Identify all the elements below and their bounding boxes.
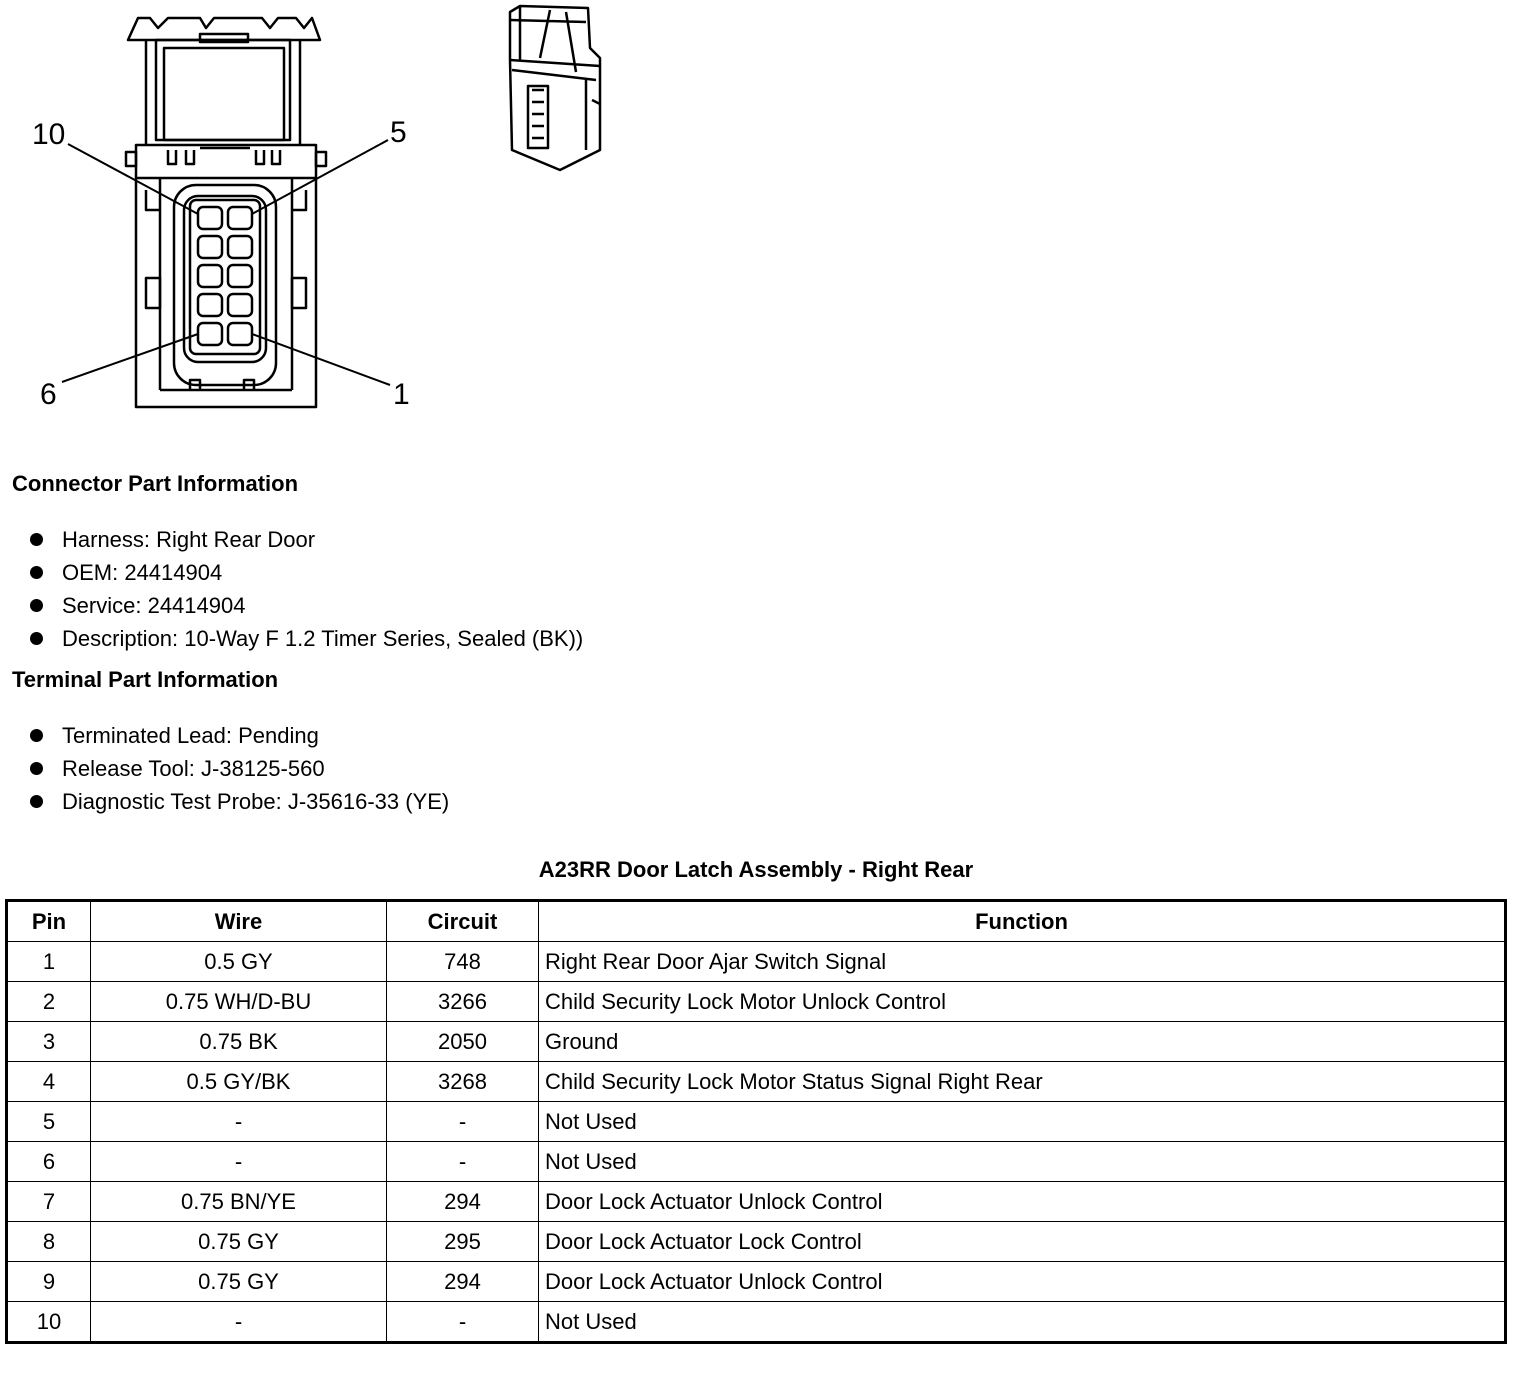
list-item: Diagnostic Test Probe: J-35616-33 (YE) xyxy=(28,785,449,818)
function-cell: Door Lock Actuator Unlock Control xyxy=(539,1182,1506,1222)
wire-cell: 0.75 WH/D-BU xyxy=(91,982,387,1022)
pin-label-6: 6 xyxy=(40,378,57,411)
wire-cell: 0.75 BK xyxy=(91,1022,387,1062)
table-row xyxy=(7,1302,1506,1343)
connector-info-list xyxy=(28,523,583,655)
table-header-row xyxy=(7,901,1506,942)
connector-info-heading: Connector Part Information xyxy=(12,471,299,496)
function-cell: Door Lock Actuator Lock Control xyxy=(539,1222,1506,1262)
pin-cell: 6 xyxy=(7,1142,91,1182)
list-item: Service: 24414904 xyxy=(28,589,583,622)
pin-cell: 5 xyxy=(7,1102,91,1142)
list-item: Description: 10-Way F 1.2 Timer Series, Sealed (BK)) xyxy=(28,622,583,655)
connector-diagram xyxy=(0,0,640,440)
terminal-info-heading: Terminal Part Information xyxy=(12,667,279,692)
header-circuit: Circuit xyxy=(387,901,539,942)
circuit-cell: 3266 xyxy=(387,982,539,1022)
circuit-cell: - xyxy=(387,1102,539,1142)
table-title: A23RR Door Latch Assembly - Right Rear xyxy=(538,857,974,882)
pin-cell: 1 xyxy=(7,942,91,982)
function-cell: Not Used xyxy=(539,1142,1506,1182)
table-row xyxy=(7,982,1506,1022)
wire-cell: - xyxy=(91,1102,387,1142)
table-row xyxy=(7,1022,1506,1062)
circuit-cell: 294 xyxy=(387,1262,539,1302)
table-row xyxy=(7,1142,1506,1182)
circuit-cell: 748 xyxy=(387,942,539,982)
table-row xyxy=(7,1062,1506,1102)
wire-cell: 0.75 GY xyxy=(91,1262,387,1302)
header-function: Function xyxy=(539,901,1506,942)
pin-cell: 10 xyxy=(7,1302,91,1343)
circuit-cell: - xyxy=(387,1302,539,1343)
pin-cell: 8 xyxy=(7,1222,91,1262)
terminal-info-list xyxy=(28,719,449,818)
header-wire: Wire xyxy=(91,901,387,942)
wire-cell: - xyxy=(91,1142,387,1182)
header-pin: Pin xyxy=(7,901,91,942)
table-row xyxy=(7,942,1506,982)
function-cell: Ground xyxy=(539,1022,1506,1062)
list-item: Release Tool: J-38125-560 xyxy=(28,752,449,785)
pin-label-5: 5 xyxy=(390,116,407,149)
pin-cell: 3 xyxy=(7,1022,91,1062)
pin-cell: 2 xyxy=(7,982,91,1022)
pin-cell: 9 xyxy=(7,1262,91,1302)
table-row xyxy=(7,1102,1506,1142)
wire-cell: 0.75 GY xyxy=(91,1222,387,1262)
table-row xyxy=(7,1182,1506,1222)
function-cell: Child Security Lock Motor Unlock Control xyxy=(539,982,1506,1022)
wire-cell: 0.5 GY/BK xyxy=(91,1062,387,1102)
list-item: Terminated Lead: Pending xyxy=(28,719,449,752)
list-item: Harness: Right Rear Door xyxy=(28,523,583,556)
circuit-cell: 294 xyxy=(387,1182,539,1222)
pin-cell: 7 xyxy=(7,1182,91,1222)
circuit-cell: 3268 xyxy=(387,1062,539,1102)
pin-label-10: 10 xyxy=(32,118,66,151)
function-cell: Not Used xyxy=(539,1302,1506,1343)
circuit-cell: 2050 xyxy=(387,1022,539,1062)
circuit-cell: - xyxy=(387,1142,539,1182)
wire-cell: 0.75 BN/YE xyxy=(91,1182,387,1222)
list-item: OEM: 24414904 xyxy=(28,556,583,589)
function-cell: Door Lock Actuator Unlock Control xyxy=(539,1262,1506,1302)
wire-cell: 0.5 GY xyxy=(91,942,387,982)
wire-cell: - xyxy=(91,1302,387,1343)
pin-label-1: 1 xyxy=(393,378,410,411)
circuit-cell: 295 xyxy=(387,1222,539,1262)
function-cell: Child Security Lock Motor Status Signal Right Rear xyxy=(539,1062,1506,1102)
pinout-table xyxy=(5,899,1507,1344)
pin-cell: 4 xyxy=(7,1062,91,1102)
connector-drawing xyxy=(0,0,640,440)
table-row xyxy=(7,1262,1506,1302)
function-cell: Not Used xyxy=(539,1102,1506,1142)
table-row xyxy=(7,1222,1506,1262)
function-cell: Right Rear Door Ajar Switch Signal xyxy=(539,942,1506,982)
